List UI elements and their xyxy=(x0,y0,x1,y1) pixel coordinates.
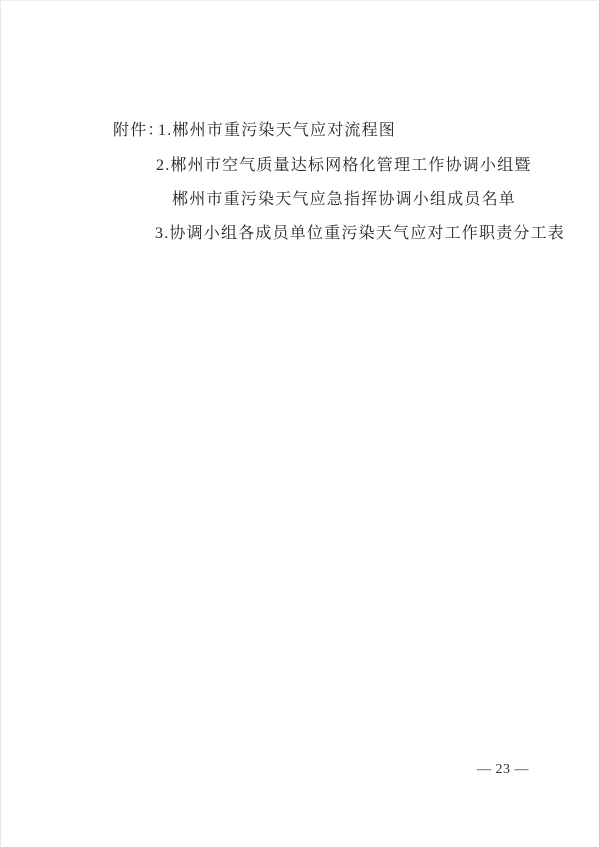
attachment-item-3: 3.协调小组各成员单位重污染天气应对工作职责分工表 xyxy=(155,225,566,242)
attachment-item-1: 1.郴州市重污染天气应对流程图 xyxy=(158,122,397,139)
attachment-item-2-line-1: 2.郴州市空气质量达标网格化管理工作协调小组暨 xyxy=(156,157,532,174)
attachment-label: 附件： xyxy=(113,122,165,139)
page-number: — 23 — xyxy=(477,762,529,777)
attachment-item-2-line-2: 郴州市重污染天气应急指挥协调小组成员名单 xyxy=(172,191,517,208)
